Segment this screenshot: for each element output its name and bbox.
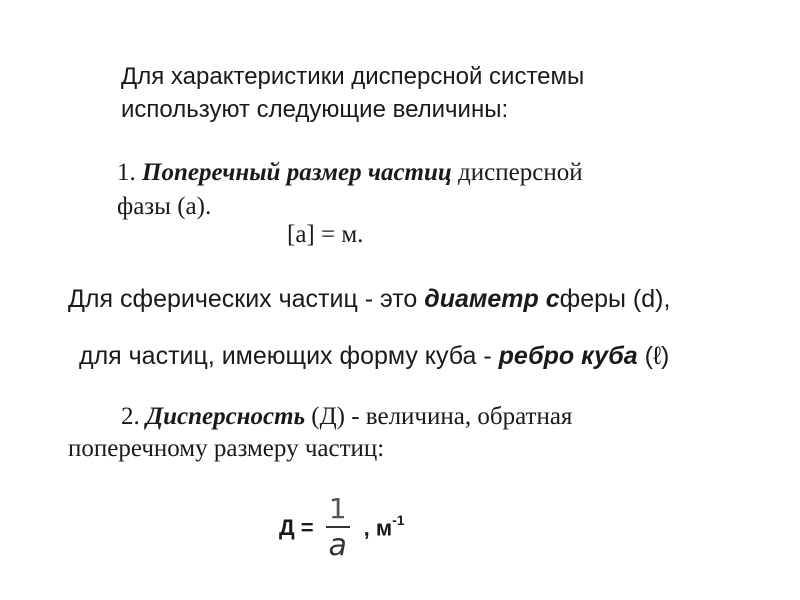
sphere-term: диаметр с: [424, 285, 560, 313]
formula-lhs: Д =: [279, 515, 314, 540]
cube-line: [79, 341, 669, 371]
sphere-prefix: Для сферических частиц - это: [68, 285, 425, 313]
item1-rest: дисперсной: [451, 159, 583, 186]
cube-suffix: (ℓ): [637, 342, 670, 370]
item1-number: 1.: [117, 159, 142, 186]
item2-rest: (Д) - величина, обратная: [305, 403, 573, 430]
sphere-line: [68, 284, 670, 314]
formula-denominator: a: [328, 528, 347, 563]
item2-term: Дисперсность: [146, 403, 306, 430]
cube-prefix: для частиц, имеющих форму куба -: [79, 342, 499, 370]
formula-rhs: [364, 514, 405, 541]
formula-numerator: 1: [328, 492, 347, 525]
item1-unit: [а] = м.: [287, 221, 364, 248]
item1-line-1: [117, 158, 583, 188]
item2-line-1: [121, 402, 572, 432]
sphere-suffix: феры (d),: [559, 285, 671, 313]
item1-line-2: фазы (а).: [117, 193, 212, 220]
item2-number: 2.: [121, 403, 146, 430]
formula-fraction: [326, 494, 350, 562]
dispersity-formula: [279, 488, 405, 568]
item2-line-2: поперечному размеру частиц:: [68, 435, 385, 462]
formula-exponent: -1: [392, 512, 405, 529]
intro-line-2: используют следующие величины:: [121, 96, 509, 123]
formula-unit: , м: [363, 515, 393, 541]
cube-term: ребро куба: [498, 342, 638, 370]
intro-line-1: Для характеристики дисперсной системы: [121, 63, 585, 90]
item1-term: Поперечный размер частиц: [142, 159, 452, 186]
